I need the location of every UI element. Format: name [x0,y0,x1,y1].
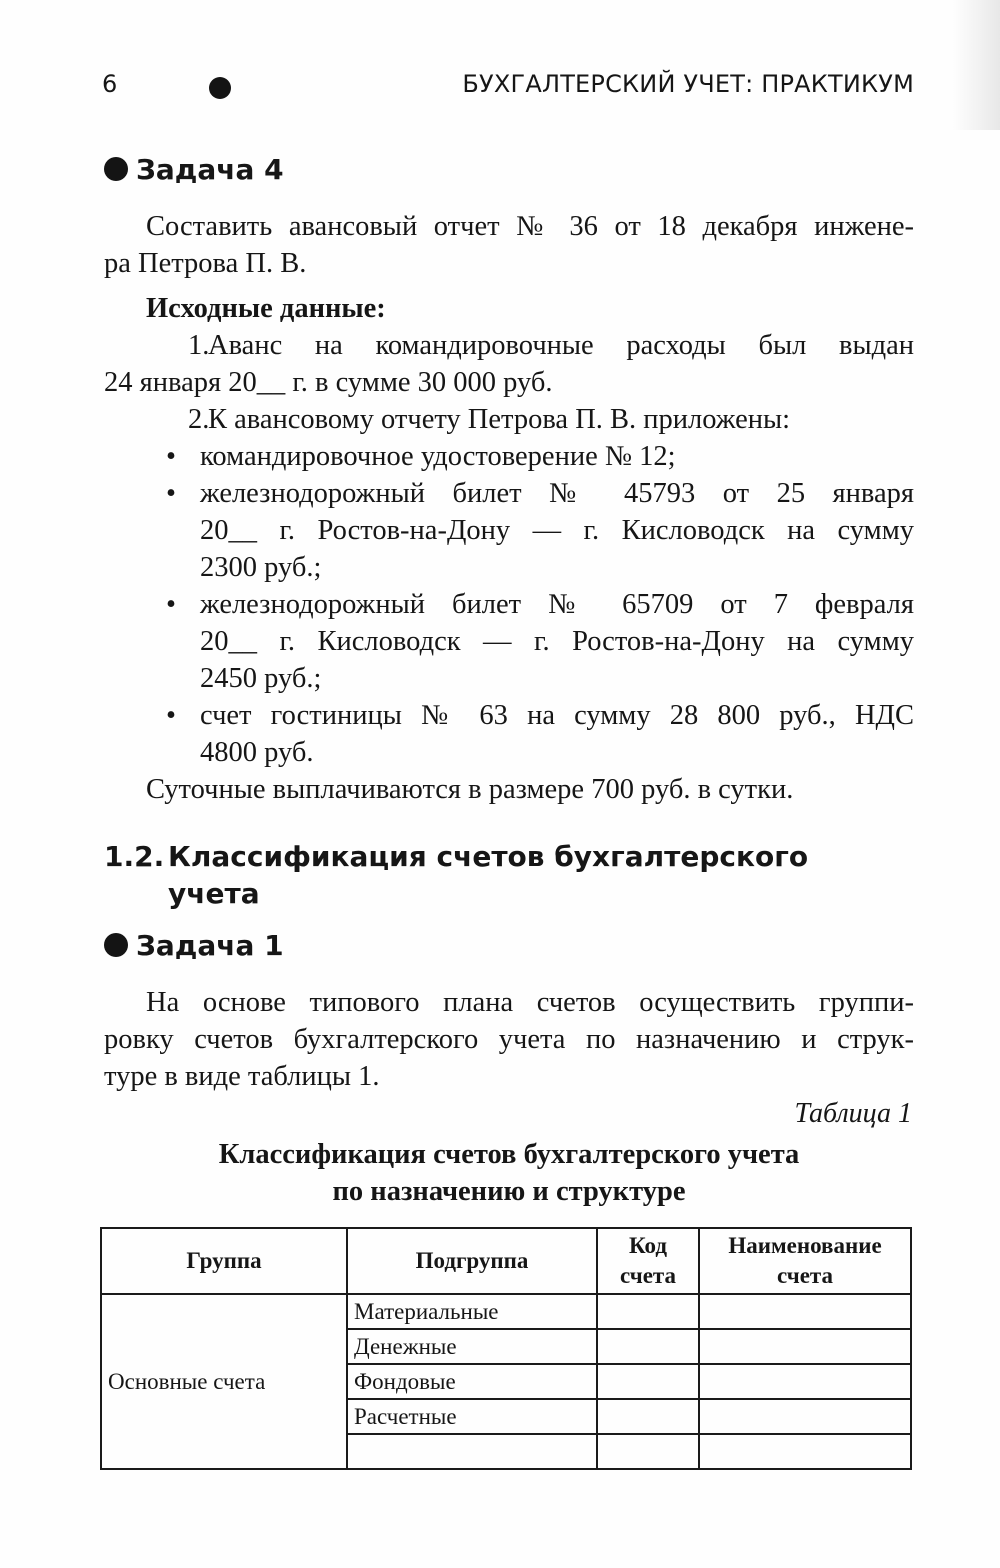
item1-number: 1. [188,330,210,361]
name-cell [699,1329,911,1364]
code-cell [597,1364,699,1399]
table-row [101,1294,911,1329]
task1-line1: На основе типового плана счетов осуществить группи- [146,987,914,1018]
item1-text: Аванс на командировочные расходы был выдан [208,330,914,361]
item2-line1 [104,401,914,438]
task4-intro-line1: Составить авансовый отчет № 36 от 18 декабря инжене- [146,211,914,242]
running-header [102,70,914,106]
item1-line1 [104,327,914,364]
source-data-label: Исходные данные: [146,293,386,324]
header-bullet-icon [209,77,231,99]
header-code-line1: Код [628,1233,667,1258]
table-caption: Таблица 1 [794,1098,912,1129]
header-code-line2: счета [619,1263,676,1288]
section-number: 1.2. [104,840,165,873]
section-title-line2: учета [168,877,260,910]
task1-body [104,984,914,1095]
group-cell: Основные счета [101,1294,347,1469]
subgroup-cell: Расчетные [347,1399,597,1434]
subgroup-cell [347,1434,597,1469]
task4-heading-text: Задача 4 [136,153,284,186]
bullet-4-line2: 4800 руб. [200,737,314,768]
task4-intro-line2: ра Петрова П. В. [104,248,307,279]
bullet-3-line1: железнодорожный билет № 65709 от 7 февраля [200,589,914,620]
bullet-2-line3: 2300 руб.; [200,552,322,583]
header-title: БУХГАЛТЕРСКИЙ УЧЕТ: ПРАКТИКУМ [462,70,914,98]
section-title-line1: Классификация счетов бухгалтерского [168,840,809,873]
list-bullet-icon: • [166,700,176,731]
bullet-1-line1: командировочное удостоверение № 12; [200,441,676,472]
subgroup-cell: Денежные [347,1329,597,1364]
bullet-item-2 [104,475,914,586]
name-cell [699,1434,911,1469]
item2-number: 2. [188,404,210,435]
task1-heading-text: Задача 1 [136,929,284,962]
task1-bullet-icon [104,933,128,957]
task1-line2: ровку счетов бухгалтерского учета по назначению и струк- [104,1024,914,1055]
task4-body [104,208,914,808]
table-header-row [101,1228,911,1294]
item1-line2: 24 января 20__ г. в сумме 30 000 руб. [104,367,553,398]
code-cell [597,1434,699,1469]
code-cell [597,1294,699,1329]
bullet-3-line2: 20__ г. Кисловодск — г. Ростов-на-Дону на сумму [200,626,914,657]
name-cell [699,1399,911,1434]
list-bullet-icon: • [166,478,176,509]
page-number: 6 [102,70,118,98]
list-bullet-icon: • [166,589,176,620]
task1-line3: туре в виде таблицы 1. [104,1061,380,1092]
code-cell [597,1329,699,1364]
classification-table [100,1227,912,1470]
header-name [699,1228,911,1294]
bullet-2-line2: 20__ г. Ростов-на-Дону — г. Кисловодск на сумму [200,515,914,546]
name-cell [699,1364,911,1399]
page-edge-shadow [952,0,1000,130]
bullet-2-line1: железнодорожный билет № 45793 от 25 января [200,478,914,509]
section-heading [104,838,808,912]
task4-bullet-icon [104,157,128,181]
header-subgroup: Подгруппа [347,1228,597,1294]
header-code [597,1228,699,1294]
bullet-item-3 [104,586,914,697]
subgroup-cell: Материальные [347,1294,597,1329]
daily-allowance-text: Суточные выплачиваются в размере 700 руб. в сутки. [146,774,794,805]
bullet-4-line1: счет гостиницы № 63 на сумму 28 800 руб., НДС [200,700,914,731]
header-name-line2: счета [776,1263,833,1288]
bullet-3-line3: 2450 руб.; [200,663,322,694]
task1-heading [104,929,284,962]
header-group: Группа [101,1228,347,1294]
name-cell [699,1294,911,1329]
header-name-line1: Наименование [728,1233,882,1258]
table-title [104,1136,914,1210]
bullet-item-4 [104,697,914,771]
task4-heading [104,153,284,186]
item2-text: К авансовому отчету Петрова П. В. приложены: [208,404,791,435]
table-title-line1: Классификация счетов бухгалтерского учета [218,1139,800,1170]
list-bullet-icon: • [166,441,176,472]
table-title-line2: по назначению и структуре [332,1176,686,1207]
bullet-item-1 [104,438,914,475]
subgroup-cell: Фондовые [347,1364,597,1399]
code-cell [597,1399,699,1434]
